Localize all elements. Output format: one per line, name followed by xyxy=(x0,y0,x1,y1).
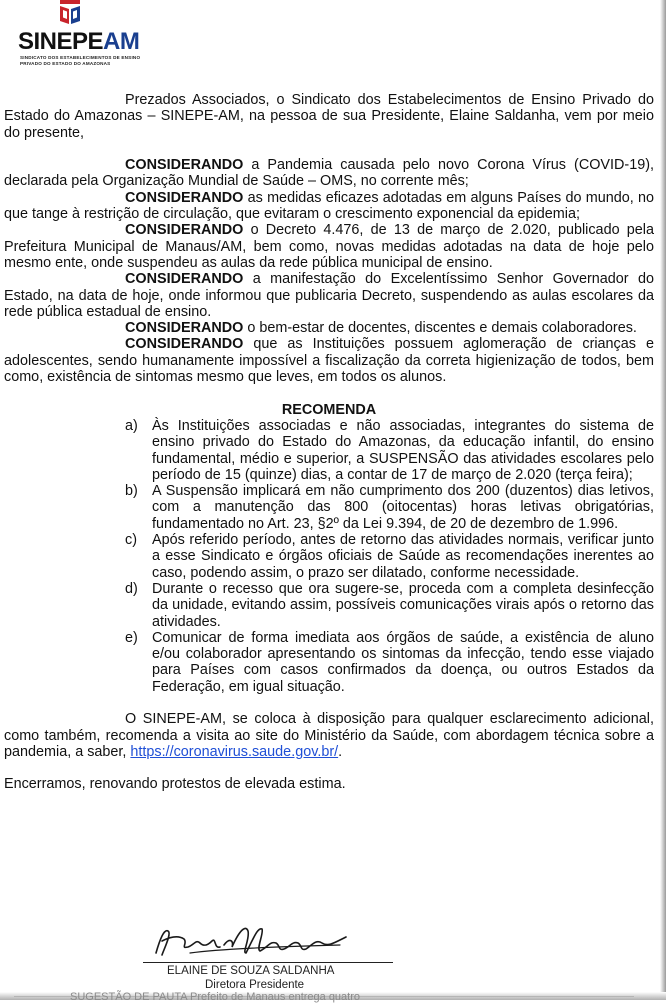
signature-line xyxy=(143,962,393,963)
item-marker: d) xyxy=(125,580,138,597)
recommendation-item xyxy=(4,418,654,483)
sinepe-logo xyxy=(18,0,158,72)
recommendation-item xyxy=(4,630,654,695)
intro-paragraph: Prezados Associados, o Sindicato dos Estabelecimentos de Ensino Privado do Estado do Amazonas – SINEPE-AM, na pessoa de sua Presidente, Elaine Saldanha, vem por meio do presente, xyxy=(4,92,654,141)
logo-subtitle: SINDICATO DOS ESTABELECIMENTOS DE ENSINO PRIVADO DO ESTADO DO AMAZONAS xyxy=(20,55,141,66)
consideration-6: CONSIDERANDO que as Instituições possuem aglomeração de crianças e adolescentes, sendo humanamente impossível a fiscalização da correta higienização de todos, bem como, existência de sintomas mesmo que leves, em todos os alunos. xyxy=(4,336,654,386)
item-text: Após referido período, antes de retorno das atividades normais, verificar junto a esse Sindicato e órgãos oficiais de Saúde as recomendações inerentes ao caso, podendo assim, o prazo ser dilatado, conforme necessidade. xyxy=(152,532,654,581)
logo-wordmark: SINEPEAM xyxy=(18,28,140,55)
farewell-line: Encerramos, renovando protestos de elevada estima. xyxy=(4,776,346,793)
page-shadow-right xyxy=(660,0,666,1000)
closing-paragraph: O SINEPE-AM, se coloca à disposição para qualquer esclarecimento adicional, como também, recomenda a visita ao site do Ministério da Saúde, com abordagem técnica sobre a pandemia, a saber, https://coronavirus.saude.gov.br/. xyxy=(4,711,654,760)
signer-name: ELAINE DE SOUZA SALDANHA xyxy=(167,965,335,977)
item-marker: a) xyxy=(125,417,138,434)
handwritten-signature-icon xyxy=(150,919,360,963)
item-marker: c) xyxy=(125,532,137,549)
recommendation-item xyxy=(4,581,654,630)
recommend-heading: RECOMENDA xyxy=(281,401,377,418)
consideration-1: CONSIDERANDO a Pandemia causada pelo novo Corona Vírus (COVID-19), declarada pela Organização Mundial de Saúde – OMS, no corrente mês; xyxy=(4,157,654,190)
consideration-5: CONSIDERANDO o bem-estar de docentes, discentes e demais colaboradores. xyxy=(125,320,637,337)
item-marker: b) xyxy=(125,483,138,500)
item-text: Comunicar de forma imediata aos órgãos de saúde, a existência de aluno e/ou colaborador apresentando os sintomas da infecção, tendo esse viajado para Países com casos confirmados da doença, ou outros Estados da Federação, em igual situação. xyxy=(152,629,654,695)
signature-block xyxy=(0,915,666,1000)
item-text: Durante o recesso que ora sugere-se, proceda com a completa desinfecção da unidade, evitando assim, possíveis comunicações virais após o retorno das atividades. xyxy=(152,580,654,630)
next-page-peek-text: SUGESTÃO DE PAUTA Prefeito de Manaus entrega quatro xyxy=(70,991,361,1003)
consideration-4: CONSIDERANDO a manifestação do Excelentíssimo Senhor Governador do Estado, na data de hoje, onde informou que publicaria Decreto, suspendendo as aulas escolares da rede pública estadual de ensino. xyxy=(4,271,654,320)
letter-body xyxy=(4,92,654,793)
signer-role: Diretora Presidente xyxy=(205,979,305,991)
item-text: A Suspensão implicará em não cumprimento dos 200 (duzentos) dias letivos, com a manutenção das 800 (oitocentas) horas letivas obrigatórias, fundamentado no Art. 23, §2º da Lei 9.394, de 20 de dezembro de 1.996. xyxy=(152,483,654,532)
item-text: Às Instituições associadas e não associadas, integrantes do sistema de ensino privado do Estado do Amazonas, da educação infantil, do ensino fundamental, médio e superior, a SUSPENSÃO das atividades escolares pelo período de 15 (quinze) dias, a contar de 17 de março de 2.020 (terça feira); xyxy=(152,417,654,483)
book-emblem-icon xyxy=(58,0,82,26)
recommendation-item xyxy=(4,483,654,532)
recommendations-list xyxy=(4,418,654,695)
consideration-2: CONSIDERANDO as medidas eficazes adotadas em alguns Países do mundo, no que tange à restrição de circulação, que evitaram o crescimento exponencial da epidemia; xyxy=(4,189,654,223)
consideration-3: CONSIDERANDO o Decreto 4.476, de 13 de março de 2.020, publicado pela Prefeitura Municipal de Manaus/AM, bem como, novas medidas adotadas na data de hoje pelo mesmo ente, onde suspendeu as aulas da rede pública municipal de ensino. xyxy=(4,222,654,271)
ministry-health-link[interactable]: https://coronavirus.saude.gov.br/ xyxy=(130,743,339,760)
item-marker: e) xyxy=(125,629,138,646)
considerations-block xyxy=(4,157,654,385)
recommendation-item xyxy=(4,532,654,581)
